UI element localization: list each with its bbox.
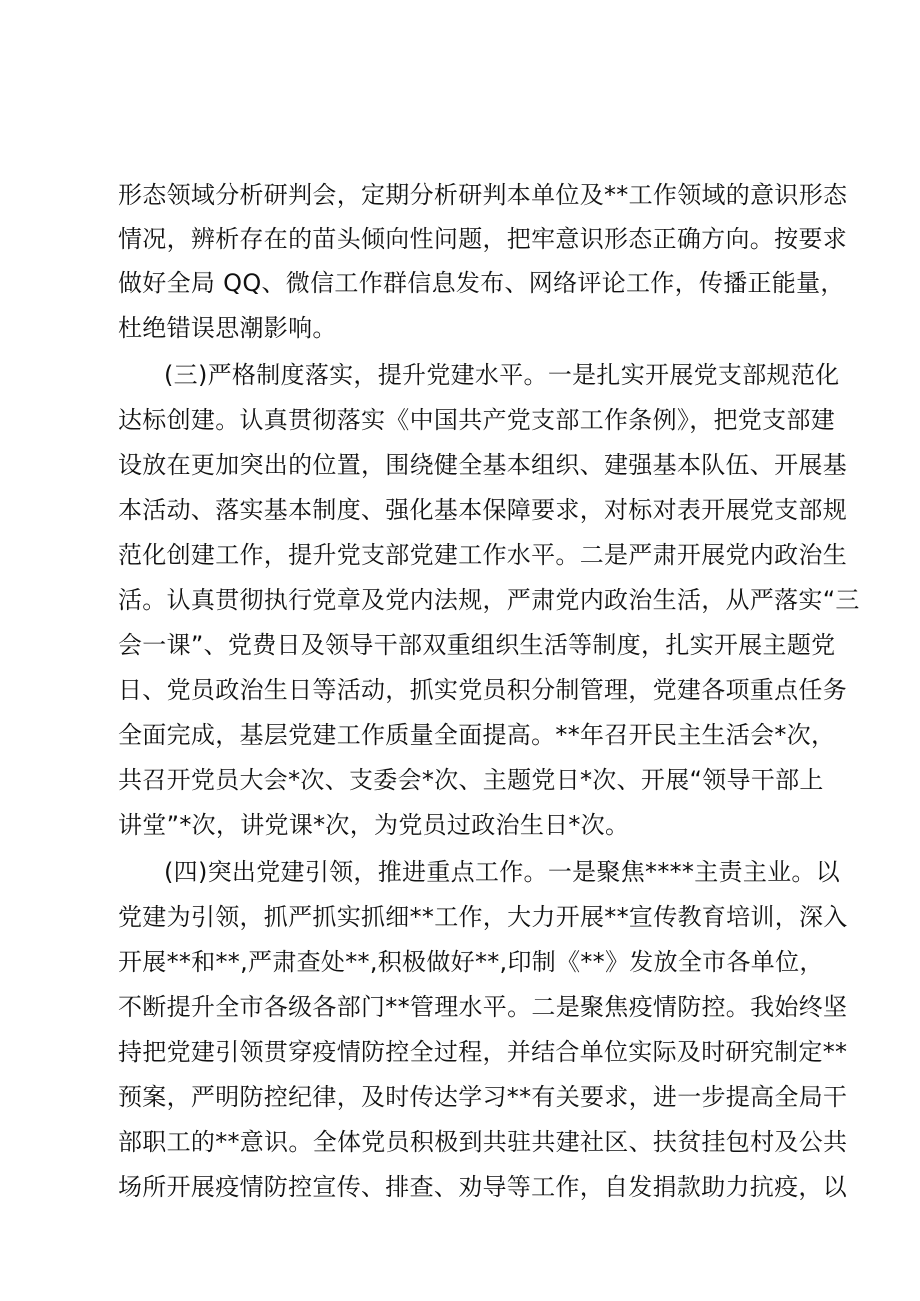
text-line: 会一课”、党费日及领导干部双重组织生活等制度，扎实开展主题党 bbox=[118, 631, 836, 659]
paragraph-start-line: (三)严格制度落实，提升党建水平。一是扎实开展党支部规范化 bbox=[164, 361, 840, 389]
text-line: 形态领域分析研判会，定期分析研判本单位及**工作领域的意识形态 bbox=[118, 181, 848, 209]
text-line: 日、党员政治生日等活动，抓实党员积分制管理，党建各项重点任务 bbox=[118, 676, 847, 704]
text-line: 不断提升全市各级各部门**管理水平。二是聚焦疫情防控。我始终坚 bbox=[118, 993, 848, 1021]
text-line: 持把党建引领贯穿疫情防控全过程，并结合单位实际及时研究制定** bbox=[118, 1038, 848, 1066]
text-line: 开展**和**,严肃查处**,积极做好**,印制《**》发放全市各单位， bbox=[118, 948, 824, 976]
text-line: 做好全局 QQ、微信工作群信息发布、网络评论工作，传播正能量， bbox=[118, 269, 845, 297]
text-line: 共召开党员大会*次、支委会*次、主题党日*次、开展“领导干部上 bbox=[118, 766, 824, 794]
text-line: 情况，辨析存在的苗头倾向性问题，把牢意识形态正确方向。按要求 bbox=[118, 225, 847, 253]
text-line: 讲堂”*次，讲党课*次，为党员过政治生日*次。 bbox=[118, 811, 630, 839]
text-line: 部职工的**意识。全体党员积极到共驻共建社区、扶贫挂包村及公共 bbox=[118, 1128, 848, 1156]
text-line: 范化创建工作，提升党支部党建工作水平。二是严肃开展党内政治生 bbox=[118, 541, 847, 569]
text-line: 杜绝错误思潮影响。 bbox=[118, 314, 337, 342]
text-line: 党建为引领，抓严抓实抓细**工作，大力开展**宣传教育培训，深入 bbox=[118, 903, 848, 931]
text-line: 预案，严明防控纪律，及时传达学习**有关要求，进一步提高全局干 bbox=[118, 1083, 848, 1111]
text-line: 全面完成，基层党建工作质量全面提高。**年召开民主生活会*次， bbox=[118, 721, 836, 749]
text-line: 设放在更加突出的位置，围绕健全基本组织、建强基本队伍、开展基 bbox=[118, 451, 847, 479]
text-line: 本活动、落实基本制度、强化基本保障要求，对标对表开展党支部规 bbox=[118, 496, 847, 524]
text-line: 活。认真贯彻执行党章及党内法规，严肃党内政治生活，从严落实“三 bbox=[118, 586, 860, 614]
text-line: 达标创建。认真贯彻落实《中国共产党支部工作条例》，把党支部建 bbox=[118, 406, 835, 434]
text-line: 场所开展疫情防控宣传、排查、劝导等工作，自发捐款助力抗疫，以 bbox=[118, 1173, 847, 1201]
paragraph-start-line: (四)突出党建引领，推进重点工作。一是聚焦****主责主业。以 bbox=[164, 858, 841, 886]
